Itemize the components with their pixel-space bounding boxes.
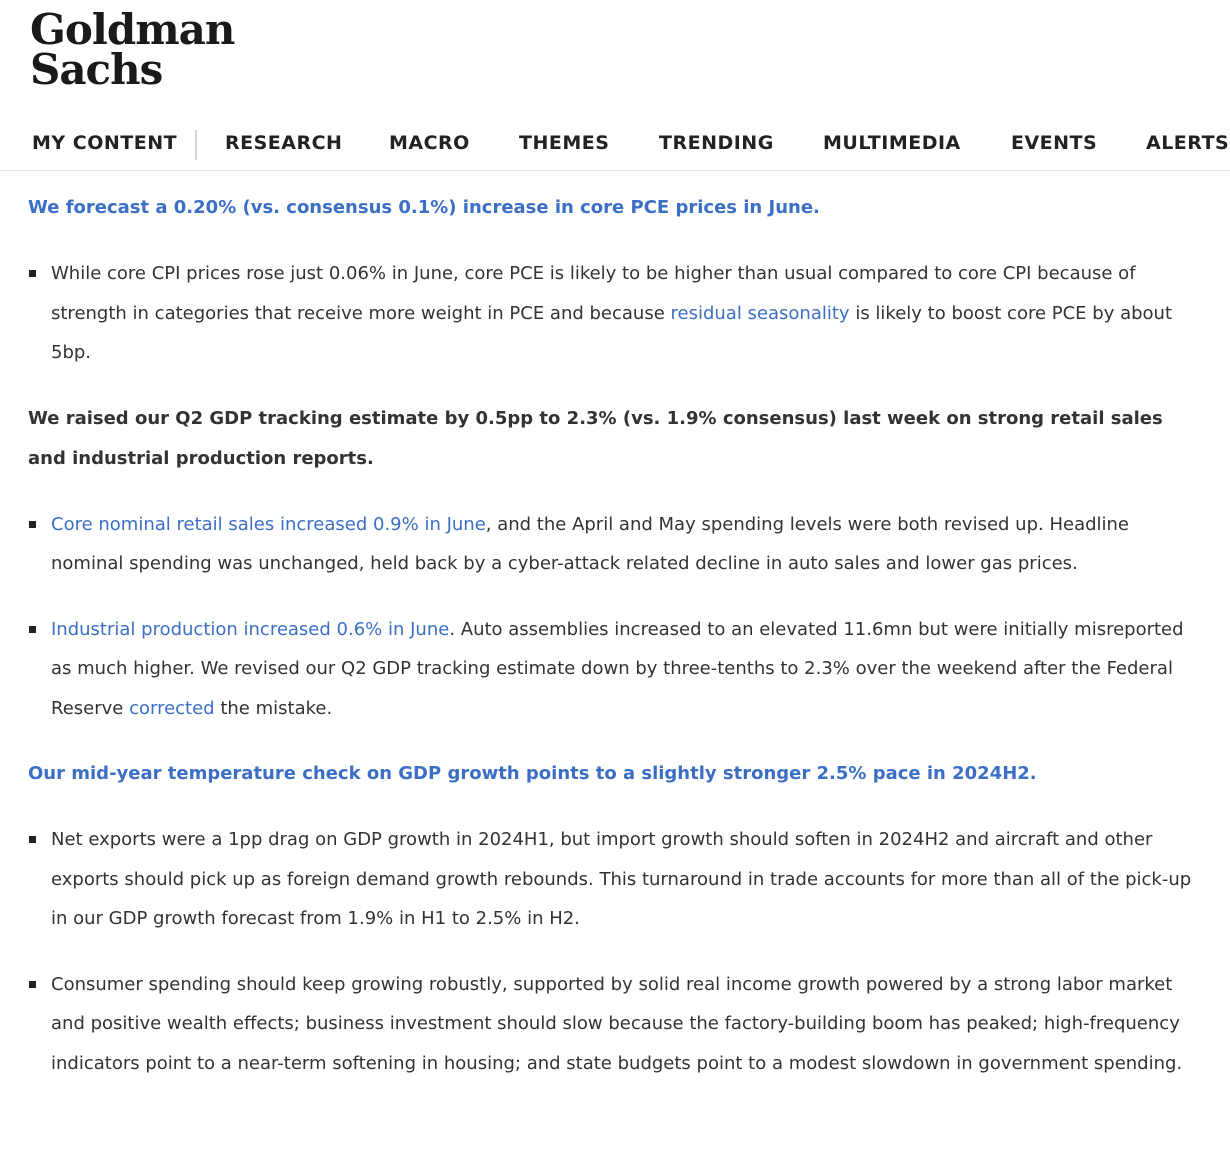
nav-item-research[interactable]: RESEARCH [225, 132, 343, 154]
list-item-consumer-spending [28, 965, 1198, 1084]
headline-core-pce: We forecast a 0.20% (vs. consensus 0.1%) increase in core PCE prices in June. [28, 197, 820, 218]
bullet-text: , and the April and May spending levels were both revised up. Headline nominal spending was unchanged, held back by a cyber-attack related decline in auto sales and lower gas prices. [51, 513, 1130, 574]
list-item-industrial-production [28, 610, 1198, 729]
bullet-text: is likely to boost core PCE by about 5bp. [51, 302, 1173, 363]
bullet-text: Net exports were a 1pp drag on GDP growth in 2024H1, but import growth should soften in 2024H2 and aircraft and other exports should pick up as foreign demand growth rebounds. This turnaround in trade accounts for more than all of the pick-up in our GDP growth forecast from 1.9% in H1 to 2.5% in H2. [51, 829, 1192, 929]
list-item-net-exports [28, 820, 1198, 939]
bullet-text: . Auto assemblies increased to an elevated 11.6mn but were initially misreported as much higher. We revised our Q2 GDP tracking estimate down by three-tenths to 2.3% over the weekend after the Federal Reserve [51, 618, 1184, 719]
article-body [28, 188, 1198, 1083]
nav-item-macro[interactable]: MACRO [389, 132, 470, 154]
main-navigation [0, 118, 1230, 171]
headline-mid-year-gdp: Our mid-year temperature check on GDP growth points to a slightly stronger 2.5% pace in 2024H2. [28, 763, 1037, 784]
bullet-list-industrial [28, 610, 1198, 729]
industrial-production-link[interactable]: Industrial production increased 0.6% in June [51, 618, 450, 640]
nav-item-my-content[interactable]: MY CONTENT [32, 132, 178, 154]
bullet-list-core-pce [28, 254, 1198, 373]
corrected-link[interactable]: corrected [129, 697, 215, 719]
list-item-retail-sales [28, 505, 1198, 584]
logo-line-1: Goldman [30, 5, 235, 54]
bullet-list-retail [28, 505, 1198, 584]
nav-divider [195, 130, 197, 160]
headline-q2-gdp: We raised our Q2 GDP tracking estimate by 0.5pp to 2.3% (vs. 1.9% consensus) last week on strong retail sales and industrial production reports. [28, 407, 1163, 469]
nav-item-events[interactable]: EVENTS [1011, 132, 1098, 154]
bullet-list-consumer [28, 965, 1198, 1084]
logo-line-2: Sachs [30, 45, 163, 94]
bullet-text: While core CPI prices rose just 0.06% in June, core PCE is likely to be higher than usual compared to core CPI because of strength in categories that receive more weight in PCE and because [51, 263, 1136, 324]
nav-item-themes[interactable]: THEMES [519, 132, 610, 154]
nav-item-trending[interactable]: TRENDING [659, 132, 774, 154]
nav-item-multimedia[interactable]: MULTIMEDIA [823, 132, 961, 154]
residual-seasonality-link[interactable]: residual seasonality [670, 302, 850, 324]
retail-sales-link[interactable]: Core nominal retail sales increased 0.9% in June [51, 513, 486, 535]
nav-item-alerts[interactable]: ALERTS [1146, 132, 1230, 154]
bullet-text: Consumer spending should keep growing robustly, supported by solid real income growth powered by a strong labor market and positive wealth effects; business investment should slow because the factory-building boom has peaked; high-frequency indicators point to a near-term softening in housing; and state budgets point to a modest slowdown in government spending. [51, 973, 1183, 1074]
bullet-text: the mistake. [214, 697, 333, 719]
bullet-list-net-exports [28, 820, 1198, 939]
list-item-core-cpi [28, 254, 1198, 373]
goldman-sachs-logo[interactable] [30, 5, 235, 94]
